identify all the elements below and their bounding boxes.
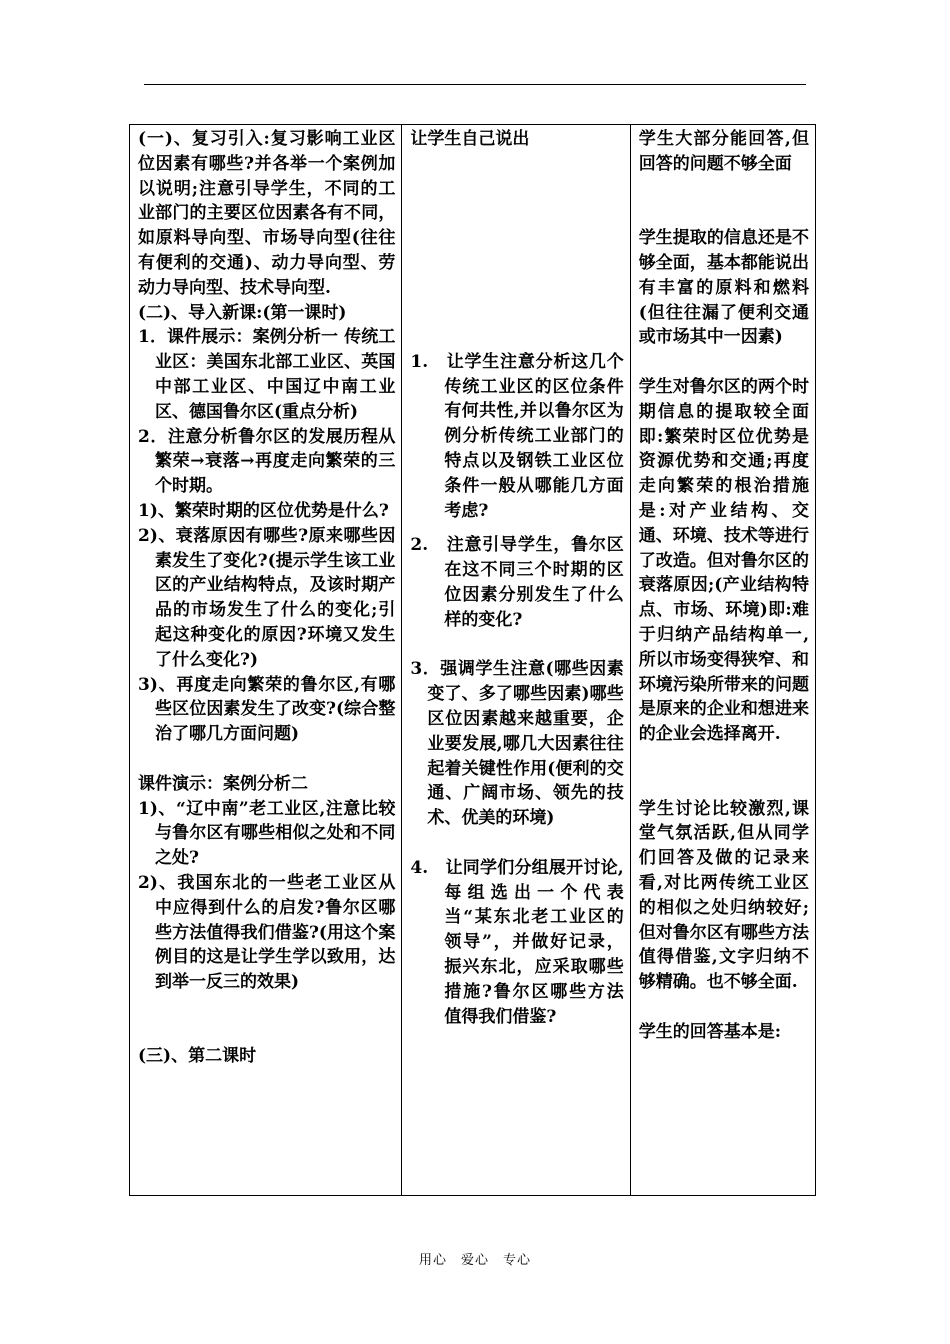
feedback-1: 学生提取的信息还是不够全面，基本都能说出有丰富的原料和燃料(但往往漏了便利交通或市场其中一因素) — [638, 228, 809, 348]
feedback-2: 学生对鲁尔区的两个时期信息的提取较全面即:繁荣时区位优势是资源优势和交通;再度走向繁荣的根治措施是:对产业结构、交通、环境、技术等进行了改造。但对鲁尔区的衰落原因;(产业结构特点、市场、环境)即:难于归纳产品结构单一,所以市场变得狭窄、和环境污染所带来的问题是原来的企业和想进来的企业会选择离开. — [638, 376, 809, 745]
activity-4: 4. 让同学们分组展开讨论,每组选出一个代表当“某东北老工业区的领导”，并做好记录，振兴东北，应采取哪些措施?鲁尔区哪些方法值得我们借鉴? — [410, 857, 624, 1027]
new-lesson-heading: (二)、导入新课:(第一课时) — [138, 302, 347, 323]
feedback-0: 学生大部分能回答,但回答的问题不够全面 — [638, 129, 809, 174]
activity-3: 3．强调学生注意(哪些因素变了、多了哪些因素)哪些区位因素越来越重要，企业要发展,哪几大因素往往起着关键性作用(便利的交通、广阔市场、领先的技术、优美的环境) — [410, 659, 624, 829]
question-decline: 2)、衰落原因有哪些?原来哪些因素发生了变化?(提示学生该工业区的产业结构特点，及该时期产品的市场发生了什么的变化;引起这种变化的原因?环境又发生了什么变化?) — [138, 525, 396, 670]
feedback-3: 学生讨论比较激烈,课堂气氛活跃,但从同学们回答及做的记录来看,对比两传统工业区的相似之处归纳较好;但对鲁尔区有哪些方法值得借鉴,文字归纳不够精确。也不够全面. — [638, 798, 809, 993]
second-lesson-heading: (三)、第二课时 — [138, 1046, 257, 1067]
lesson-plan-table — [129, 124, 816, 1196]
teaching-content-cell — [130, 125, 402, 1196]
case-two-title: 课件演示：案例分析二 — [138, 773, 308, 794]
case-one-item: 1．课件展示：案例分析一 传统工业区：美国东北部工业区、英国中部工业区、中国辽中南工业区、德国鲁尔区(重点分析) — [138, 327, 396, 422]
case-two-question-2: 2)、我国东北的一些老工业区从中应得到什么的启发?鲁尔区哪些方法值得我们借鉴?(用这个案例目的这是让学生学以致用，达到举一反三的效果) — [138, 872, 396, 993]
feedback-4: 学生的回答基本是: — [638, 1021, 781, 1042]
header-rule — [144, 84, 806, 85]
table-row — [130, 125, 816, 1196]
question-prosperity: 1)、繁荣时期的区位优势是什么? — [138, 500, 389, 521]
case-two-question-1: 1)、“辽中南”老工业区,注意比较与鲁尔区有哪些相似之处和不同之处? — [138, 798, 396, 869]
page-footer: 用心 爱心 专心 — [418, 1253, 531, 1268]
activity-2: 2. 注意引导学生，鲁尔区在这不同三个时期的区位因素分别发生了什么样的变化? — [410, 535, 624, 630]
question-revival: 3)、再度走向繁荣的鲁尔区,有哪些区位因素发生了改变?(综合整治了哪几方面问题) — [138, 674, 396, 745]
activity-self-say: 让学生自己说出 — [410, 129, 530, 149]
ruhr-history-item: 2．注意分析鲁尔区的发展历程从繁荣→衰落→再度走向繁荣的三个时期。 — [138, 426, 396, 497]
teacher-activity-cell — [402, 125, 630, 1196]
review-intro: (一)、复习引入:复习影响工业区位因素有哪些?并各举一个案例加以说明;注意引导学生，不同的工业部门的主要区位因素各有不同，如原料导向型、市场导向型(往往有便利的交通)、动力导向型、劳动力导向型、技术导向型. — [138, 129, 396, 298]
activity-1: 1. 让学生注意分析这几个传统工业区的区位条件有何共性,并以鲁尔区为例分析传统工业部门的特点以及钢铁工业区位条件一般从哪能几方面考虑? — [410, 351, 624, 521]
student-feedback-cell — [630, 125, 815, 1196]
